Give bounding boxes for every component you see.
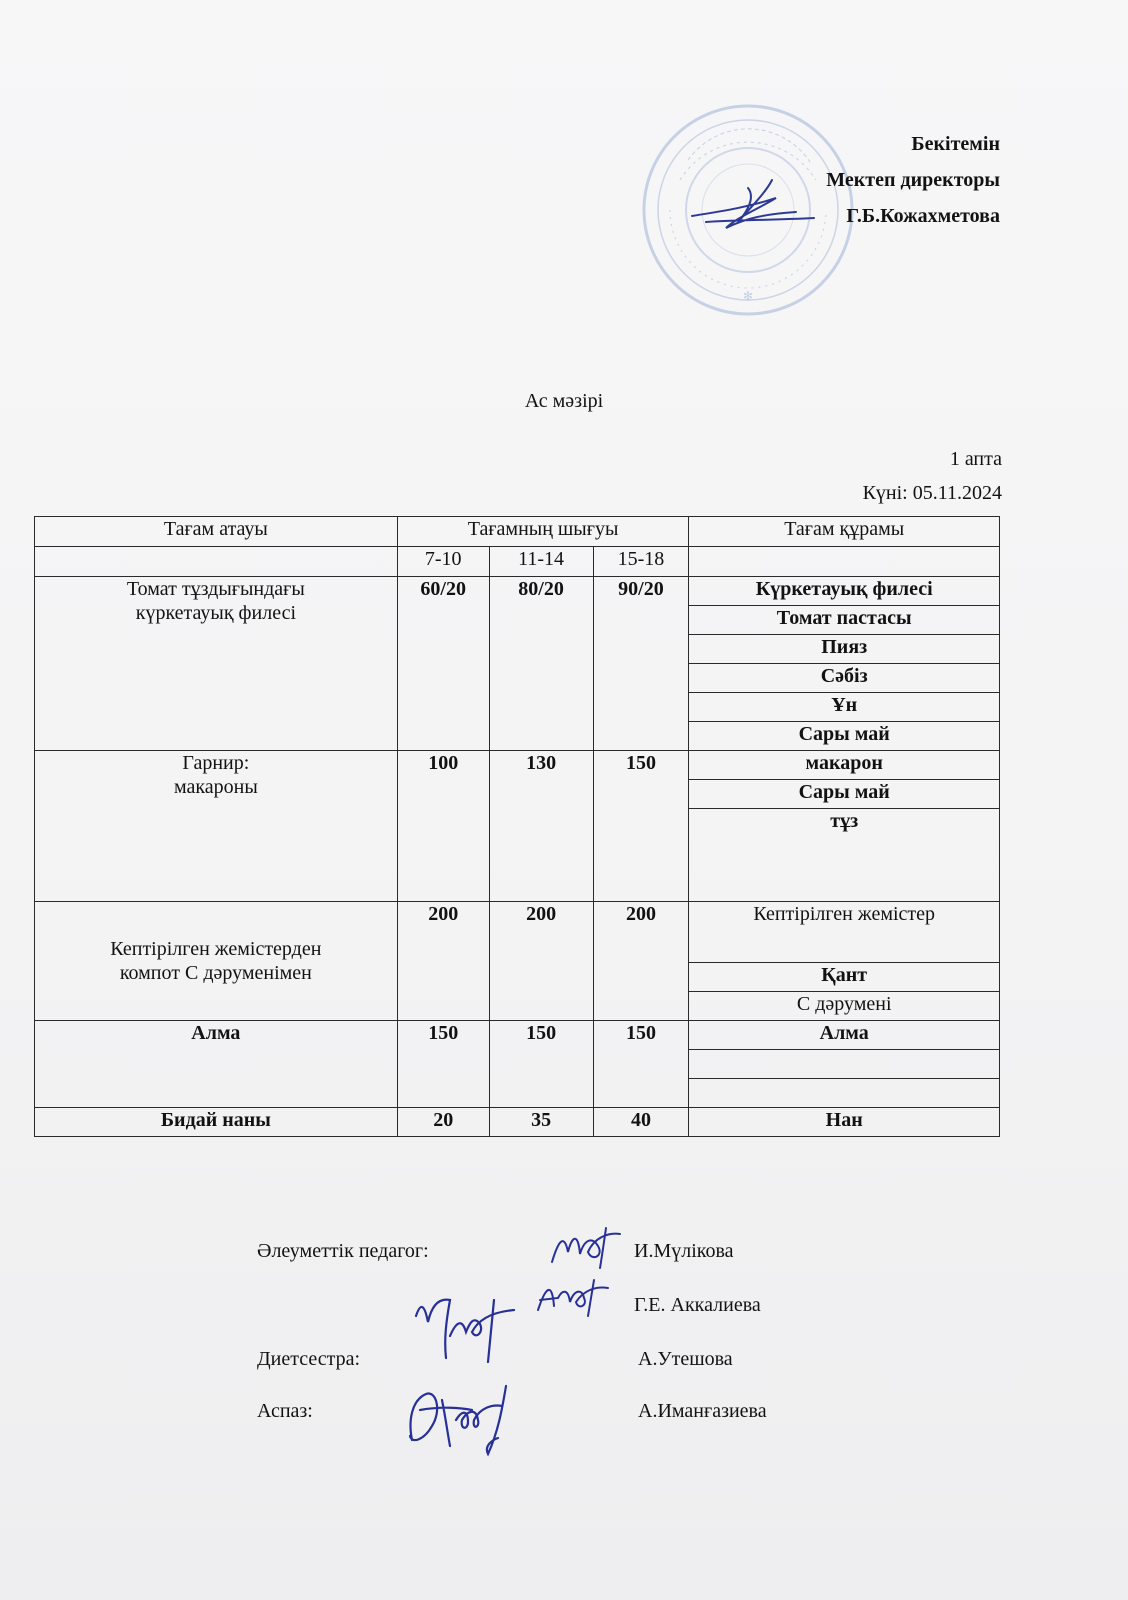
value-cell: 80/20 <box>489 577 593 751</box>
ingredient-cell: Күркетауық филесі <box>689 577 1000 606</box>
empty-cell <box>689 547 1000 577</box>
second-signer-signature <box>532 1276 612 1320</box>
header-composition: Тағам құрамы <box>689 517 1000 547</box>
table-row <box>35 902 1000 963</box>
ingredient-cell <box>689 1079 1000 1108</box>
value-cell: 150 <box>397 1021 489 1108</box>
cook-name: А.Иманғазиева <box>638 1400 767 1422</box>
svg-text:✻: ✻ <box>742 289 754 303</box>
age-group-cell: 15-18 <box>593 547 689 577</box>
dish-name-cell <box>35 751 398 902</box>
ingredient-cell: Нан <box>689 1108 1000 1137</box>
social-pedagog-label: Әлеуметтік педагог: <box>257 1240 429 1262</box>
value-cell: 200 <box>489 902 593 1021</box>
ingredient-cell: Кептірілген жемістер <box>689 902 1000 963</box>
value-cell: 20 <box>397 1108 489 1137</box>
nurse-label: Диетсестра: <box>257 1348 360 1370</box>
value-cell: 150 <box>489 1021 593 1108</box>
ingredient-cell: Томат пастасы <box>689 606 1000 635</box>
second-signer-name: Г.Е. Аккалиева <box>634 1294 761 1316</box>
ingredient-cell: тұз <box>689 809 1000 902</box>
ingredient-cell: Сары май <box>689 780 1000 809</box>
table-header-row <box>35 517 1000 547</box>
value-cell: 40 <box>593 1108 689 1137</box>
approval-director-name: Г.Б.Кожахметова <box>846 205 1000 227</box>
age-group-cell: 7-10 <box>397 547 489 577</box>
table-row <box>35 751 1000 780</box>
dish-name-cell: Кептірілген жемістерден компот С дәруменімен <box>35 902 398 1021</box>
social-pedagog-signature <box>548 1222 628 1272</box>
approval-title: Бекітемін <box>911 133 1000 155</box>
age-group-row <box>35 547 1000 577</box>
approval-position: Мектеп директоры <box>826 169 1000 191</box>
nurse-signature <box>410 1292 522 1368</box>
dish-name-cell: Бидай наны <box>35 1108 398 1137</box>
ingredient-cell: С дәрумені <box>689 992 1000 1021</box>
value-cell: 130 <box>489 751 593 902</box>
approval-block <box>700 126 1000 234</box>
dish-name-cell: Алма <box>35 1021 398 1108</box>
document-title: Ас мәзірі <box>524 390 604 412</box>
value-cell: 100 <box>397 751 489 902</box>
dish-name-line: Гарнир: <box>182 752 250 774</box>
ingredient-cell: Ұн <box>689 693 1000 722</box>
date-label: Күні: 05.11.2024 <box>862 482 1002 504</box>
ingredient-cell <box>689 1050 1000 1079</box>
ingredient-cell: макарон <box>689 751 1000 780</box>
table-row <box>35 1021 1000 1050</box>
cook-signature <box>402 1380 528 1460</box>
ingredient-cell: Пияз <box>689 635 1000 664</box>
value-cell: 150 <box>593 751 689 902</box>
social-pedagog-name: И.Мүлікова <box>634 1240 734 1262</box>
value-cell: 200 <box>397 902 489 1021</box>
table-row <box>35 1108 1000 1137</box>
nurse-name: А.Утешова <box>638 1348 733 1370</box>
dish-name-cell: Томат тұздығындағы күркетауық филесі <box>35 577 398 751</box>
ingredient-cell: Сары май <box>689 722 1000 751</box>
menu-table <box>34 516 1000 1137</box>
dish-name-line: макароны <box>173 776 258 798</box>
table-row <box>35 577 1000 606</box>
ingredient-cell: Алма <box>689 1021 1000 1050</box>
value-cell: 200 <box>593 902 689 1021</box>
header-dish-name: Тағам атауы <box>35 517 398 547</box>
ingredient-cell: Қант <box>689 963 1000 992</box>
value-cell: 150 <box>593 1021 689 1108</box>
value-cell: 35 <box>489 1108 593 1137</box>
header-output: Тағамның шығуы <box>397 517 689 547</box>
week-label: 1 апта <box>949 448 1002 470</box>
empty-cell <box>35 547 398 577</box>
age-group-cell: 11-14 <box>489 547 593 577</box>
value-cell: 60/20 <box>397 577 489 751</box>
value-cell: 90/20 <box>593 577 689 751</box>
cook-label: Аспаз: <box>257 1400 313 1422</box>
ingredient-cell: Сәбіз <box>689 664 1000 693</box>
